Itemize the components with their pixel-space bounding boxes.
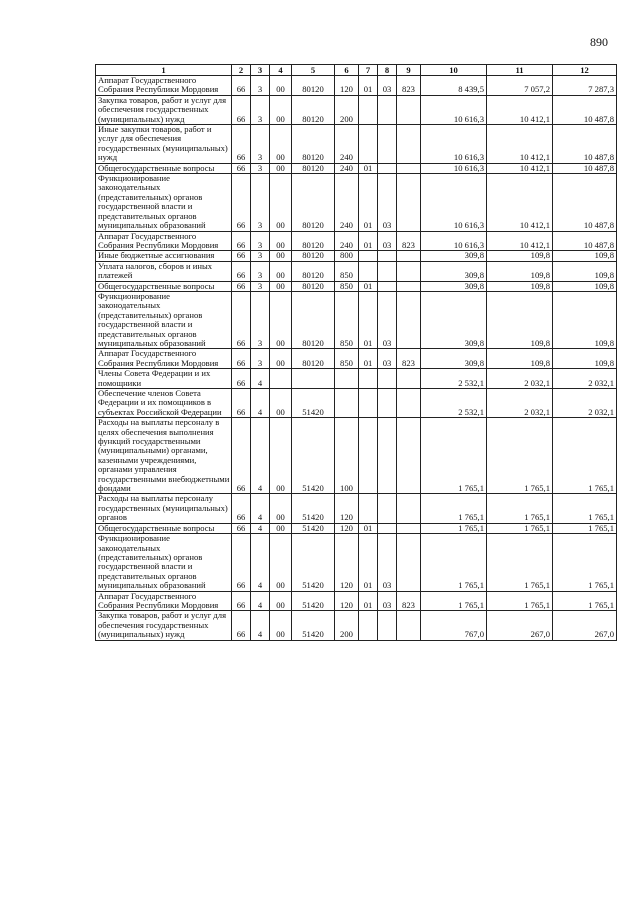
amount-cell: 1 765,1	[421, 418, 487, 494]
code-cell	[359, 95, 378, 124]
code-cell: 03	[378, 349, 397, 369]
code-cell	[378, 251, 397, 261]
amount-cell: 109,8	[487, 291, 553, 348]
code-cell: 80120	[292, 174, 335, 231]
column-header: 10	[421, 65, 487, 76]
amount-cell: 10 616,3	[421, 174, 487, 231]
code-cell	[359, 369, 378, 389]
code-cell	[397, 611, 421, 640]
code-cell	[397, 291, 421, 348]
code-cell: 823	[397, 591, 421, 611]
amount-cell: 267,0	[487, 611, 553, 640]
code-cell: 240	[335, 174, 359, 231]
amount-cell: 309,8	[421, 281, 487, 291]
code-cell: 66	[232, 418, 251, 494]
code-cell: 51420	[292, 494, 335, 523]
code-cell: 66	[232, 76, 251, 96]
code-cell: 4	[251, 494, 270, 523]
amount-cell: 1 765,1	[553, 523, 617, 533]
code-cell: 00	[270, 174, 292, 231]
code-cell: 51420	[292, 591, 335, 611]
table-row	[96, 418, 617, 494]
code-cell: 00	[270, 76, 292, 96]
amount-cell: 10 616,3	[421, 125, 487, 164]
code-cell	[378, 523, 397, 533]
amount-cell: 109,8	[553, 251, 617, 261]
code-cell: 00	[270, 591, 292, 611]
amount-cell: 109,8	[487, 349, 553, 369]
code-cell: 66	[232, 174, 251, 231]
code-cell: 03	[378, 534, 397, 591]
code-cell	[359, 611, 378, 640]
code-cell: 00	[270, 291, 292, 348]
code-cell: 00	[270, 534, 292, 591]
code-cell: 80120	[292, 231, 335, 251]
amount-cell: 1 765,1	[487, 418, 553, 494]
amount-cell: 10 616,3	[421, 95, 487, 124]
code-cell	[397, 174, 421, 231]
row-name-cell: Функционирование законодательных (представительных) органов государственной власти и представительных органов муниципальных образований	[96, 291, 232, 348]
amount-cell: 1 765,1	[553, 534, 617, 591]
code-cell	[397, 261, 421, 281]
code-cell: 66	[232, 261, 251, 281]
row-name-cell: Расходы на выплаты персоналу в целях обеспечения выполнения функций государственными (муниципальными) органами, казенными учреждениями, органами управления государственными внебюджетными фондами	[96, 418, 232, 494]
code-cell: 850	[335, 261, 359, 281]
amount-cell: 109,8	[553, 291, 617, 348]
amount-cell: 2 032,1	[487, 389, 553, 418]
code-cell: 51420	[292, 611, 335, 640]
code-cell: 200	[335, 95, 359, 124]
amount-cell: 10 412,1	[487, 174, 553, 231]
code-cell: 4	[251, 389, 270, 418]
row-name-cell: Иные закупки товаров, работ и услуг для обеспечения государственных (муниципальных) нужд	[96, 125, 232, 164]
amount-cell: 1 765,1	[421, 494, 487, 523]
code-cell: 03	[378, 231, 397, 251]
code-cell: 240	[335, 125, 359, 164]
code-cell	[335, 369, 359, 389]
row-name-cell: Аппарат Государственного Собрания Республики Мордовия	[96, 591, 232, 611]
code-cell	[270, 369, 292, 389]
code-cell	[397, 281, 421, 291]
amount-cell: 109,8	[553, 281, 617, 291]
code-cell: 03	[378, 291, 397, 348]
amount-cell: 309,8	[421, 349, 487, 369]
code-cell: 3	[251, 76, 270, 96]
column-header: 8	[378, 65, 397, 76]
code-cell	[359, 389, 378, 418]
code-cell	[397, 418, 421, 494]
code-cell: 80120	[292, 163, 335, 173]
code-cell	[378, 125, 397, 164]
code-cell: 4	[251, 611, 270, 640]
amount-cell: 309,8	[421, 251, 487, 261]
amount-cell: 2 032,1	[487, 369, 553, 389]
code-cell: 80120	[292, 95, 335, 124]
amount-cell: 1 765,1	[421, 591, 487, 611]
code-cell	[359, 494, 378, 523]
code-cell	[378, 611, 397, 640]
amount-cell: 10 487,8	[553, 95, 617, 124]
table-row	[96, 261, 617, 281]
code-cell: 66	[232, 534, 251, 591]
code-cell: 100	[335, 418, 359, 494]
amount-cell: 10 616,3	[421, 163, 487, 173]
amount-cell: 1 765,1	[421, 534, 487, 591]
table-row	[96, 281, 617, 291]
code-cell: 80120	[292, 251, 335, 261]
code-cell: 51420	[292, 534, 335, 591]
row-name-cell: Уплата налогов, сборов и иных платежей	[96, 261, 232, 281]
code-cell: 03	[378, 591, 397, 611]
table-row	[96, 95, 617, 124]
code-cell: 66	[232, 494, 251, 523]
code-cell: 800	[335, 251, 359, 261]
table-row	[96, 163, 617, 173]
code-cell: 00	[270, 261, 292, 281]
code-cell: 120	[335, 534, 359, 591]
code-cell: 00	[270, 163, 292, 173]
amount-cell: 267,0	[553, 611, 617, 640]
code-cell: 3	[251, 251, 270, 261]
amount-cell: 8 439,5	[421, 76, 487, 96]
amount-cell: 309,8	[421, 291, 487, 348]
code-cell: 3	[251, 125, 270, 164]
code-cell: 120	[335, 523, 359, 533]
code-cell: 4	[251, 534, 270, 591]
amount-cell: 10 616,3	[421, 231, 487, 251]
code-cell: 823	[397, 349, 421, 369]
amount-cell: 1 765,1	[487, 591, 553, 611]
amount-cell: 10 412,1	[487, 125, 553, 164]
code-cell: 66	[232, 95, 251, 124]
amount-cell: 10 412,1	[487, 163, 553, 173]
code-cell	[397, 163, 421, 173]
row-name-cell: Обеспечение членов Совета Федерации и их помощников в субъектах Российской Федерации	[96, 389, 232, 418]
row-name-cell: Функционирование законодательных (представительных) органов государственной власти и представительных органов муниципальных образований	[96, 174, 232, 231]
code-cell	[397, 534, 421, 591]
code-cell	[397, 494, 421, 523]
amount-cell: 109,8	[553, 349, 617, 369]
amount-cell: 2 532,1	[421, 369, 487, 389]
code-cell	[292, 369, 335, 389]
code-cell: 3	[251, 163, 270, 173]
table-row	[96, 591, 617, 611]
code-cell: 80120	[292, 291, 335, 348]
code-cell: 3	[251, 349, 270, 369]
row-name-cell: Аппарат Государственного Собрания Республики Мордовия	[96, 231, 232, 251]
column-header: 4	[270, 65, 292, 76]
code-cell: 4	[251, 418, 270, 494]
amount-cell: 10 487,8	[553, 125, 617, 164]
amount-cell: 1 765,1	[487, 523, 553, 533]
table-row	[96, 369, 617, 389]
code-cell: 00	[270, 95, 292, 124]
row-name-cell: Общегосударственные вопросы	[96, 163, 232, 173]
table-row	[96, 523, 617, 533]
code-cell: 00	[270, 611, 292, 640]
code-cell: 4	[251, 369, 270, 389]
code-cell: 66	[232, 231, 251, 251]
column-header: 1	[96, 65, 232, 76]
table-row	[96, 291, 617, 348]
row-name-cell: Закупка товаров, работ и услуг для обеспечения государственных (муниципальных) нужд	[96, 611, 232, 640]
column-header: 7	[359, 65, 378, 76]
code-cell: 51420	[292, 523, 335, 533]
code-cell: 51420	[292, 389, 335, 418]
row-name-cell: Аппарат Государственного Собрания Республики Мордовия	[96, 76, 232, 96]
row-name-cell: Функционирование законодательных (представительных) органов государственной власти и представительных органов муниципальных образований	[96, 534, 232, 591]
table-header-row	[96, 65, 617, 76]
amount-cell: 2 532,1	[421, 389, 487, 418]
code-cell	[378, 261, 397, 281]
code-cell: 03	[378, 174, 397, 231]
column-header: 9	[397, 65, 421, 76]
amount-cell: 2 032,1	[553, 369, 617, 389]
row-name-cell: Иные бюджетные ассигнования	[96, 251, 232, 261]
code-cell: 01	[359, 523, 378, 533]
column-header: 5	[292, 65, 335, 76]
code-cell: 66	[232, 611, 251, 640]
code-cell: 3	[251, 261, 270, 281]
amount-cell: 1 765,1	[421, 523, 487, 533]
code-cell: 80120	[292, 349, 335, 369]
amount-cell: 10 412,1	[487, 231, 553, 251]
amount-cell: 1 765,1	[553, 494, 617, 523]
code-cell: 01	[359, 534, 378, 591]
amount-cell: 1 765,1	[487, 494, 553, 523]
code-cell: 66	[232, 523, 251, 533]
code-cell: 00	[270, 349, 292, 369]
amount-cell: 109,8	[487, 251, 553, 261]
code-cell	[397, 389, 421, 418]
amount-cell: 767,0	[421, 611, 487, 640]
code-cell	[378, 163, 397, 173]
code-cell	[378, 494, 397, 523]
code-cell: 00	[270, 281, 292, 291]
code-cell: 3	[251, 95, 270, 124]
code-cell: 00	[270, 494, 292, 523]
code-cell: 80120	[292, 76, 335, 96]
code-cell	[397, 369, 421, 389]
column-header: 11	[487, 65, 553, 76]
code-cell: 01	[359, 174, 378, 231]
row-name-cell: Аппарат Государственного Собрания Республики Мордовия	[96, 349, 232, 369]
code-cell: 120	[335, 494, 359, 523]
code-cell: 00	[270, 389, 292, 418]
amount-cell: 1 765,1	[487, 534, 553, 591]
row-name-cell: Закупка товаров, работ и услуг для обеспечения государственных (муниципальных) нужд	[96, 95, 232, 124]
code-cell: 00	[270, 231, 292, 251]
table-row	[96, 231, 617, 251]
code-cell: 66	[232, 163, 251, 173]
code-cell: 3	[251, 291, 270, 348]
code-cell	[397, 523, 421, 533]
code-cell: 823	[397, 76, 421, 96]
code-cell: 80120	[292, 125, 335, 164]
code-cell: 00	[270, 251, 292, 261]
table-row	[96, 611, 617, 640]
code-cell: 4	[251, 591, 270, 611]
column-header: 3	[251, 65, 270, 76]
code-cell	[378, 95, 397, 124]
code-cell: 66	[232, 369, 251, 389]
code-cell: 66	[232, 125, 251, 164]
code-cell: 240	[335, 231, 359, 251]
row-name-cell: Расходы на выплаты персоналу государственных (муниципальных) органов	[96, 494, 232, 523]
code-cell: 66	[232, 349, 251, 369]
code-cell: 01	[359, 76, 378, 96]
amount-cell: 7 287,3	[553, 76, 617, 96]
code-cell	[397, 251, 421, 261]
code-cell: 80120	[292, 281, 335, 291]
code-cell: 4	[251, 523, 270, 533]
table-row	[96, 534, 617, 591]
table-row	[96, 125, 617, 164]
code-cell: 3	[251, 231, 270, 251]
table-row	[96, 389, 617, 418]
code-cell: 01	[359, 281, 378, 291]
code-cell: 00	[270, 125, 292, 164]
amount-cell: 10 487,8	[553, 231, 617, 251]
code-cell: 03	[378, 76, 397, 96]
amount-cell: 109,8	[487, 281, 553, 291]
table-row	[96, 76, 617, 96]
code-cell	[378, 281, 397, 291]
row-name-cell: Общегосударственные вопросы	[96, 281, 232, 291]
code-cell: 66	[232, 251, 251, 261]
code-cell: 00	[270, 418, 292, 494]
code-cell: 01	[359, 291, 378, 348]
amount-cell: 109,8	[487, 261, 553, 281]
table-row	[96, 251, 617, 261]
code-cell	[378, 369, 397, 389]
amount-cell: 2 032,1	[553, 389, 617, 418]
code-cell: 3	[251, 281, 270, 291]
code-cell	[397, 125, 421, 164]
amount-cell: 10 412,1	[487, 95, 553, 124]
code-cell	[378, 418, 397, 494]
code-cell	[359, 418, 378, 494]
code-cell	[359, 261, 378, 281]
code-cell	[335, 389, 359, 418]
code-cell	[397, 95, 421, 124]
code-cell: 01	[359, 591, 378, 611]
code-cell: 850	[335, 349, 359, 369]
code-cell: 66	[232, 591, 251, 611]
code-cell	[359, 125, 378, 164]
code-cell: 120	[335, 76, 359, 96]
code-cell: 00	[270, 523, 292, 533]
code-cell: 66	[232, 389, 251, 418]
code-cell: 80120	[292, 261, 335, 281]
code-cell: 240	[335, 163, 359, 173]
code-cell: 850	[335, 291, 359, 348]
code-cell: 51420	[292, 418, 335, 494]
code-cell: 66	[232, 281, 251, 291]
column-header: 12	[553, 65, 617, 76]
table-row	[96, 174, 617, 231]
code-cell: 66	[232, 291, 251, 348]
code-cell: 200	[335, 611, 359, 640]
amount-cell: 1 765,1	[553, 418, 617, 494]
code-cell: 823	[397, 231, 421, 251]
amount-cell: 309,8	[421, 261, 487, 281]
code-cell: 01	[359, 231, 378, 251]
column-header: 6	[335, 65, 359, 76]
row-name-cell: Общегосударственные вопросы	[96, 523, 232, 533]
row-name-cell: Члены Совета Федерации и их помощники	[96, 369, 232, 389]
amount-cell: 109,8	[553, 261, 617, 281]
code-cell: 01	[359, 349, 378, 369]
page-number: 890	[590, 35, 608, 49]
table-row	[96, 494, 617, 523]
code-cell	[378, 389, 397, 418]
column-header: 2	[232, 65, 251, 76]
budget-table	[95, 64, 617, 641]
code-cell: 850	[335, 281, 359, 291]
amount-cell: 7 057,2	[487, 76, 553, 96]
code-cell: 3	[251, 174, 270, 231]
amount-cell: 1 765,1	[553, 591, 617, 611]
table-row	[96, 349, 617, 369]
code-cell: 01	[359, 163, 378, 173]
amount-cell: 10 487,8	[553, 174, 617, 231]
amount-cell: 10 487,8	[553, 163, 617, 173]
code-cell	[359, 251, 378, 261]
code-cell: 120	[335, 591, 359, 611]
